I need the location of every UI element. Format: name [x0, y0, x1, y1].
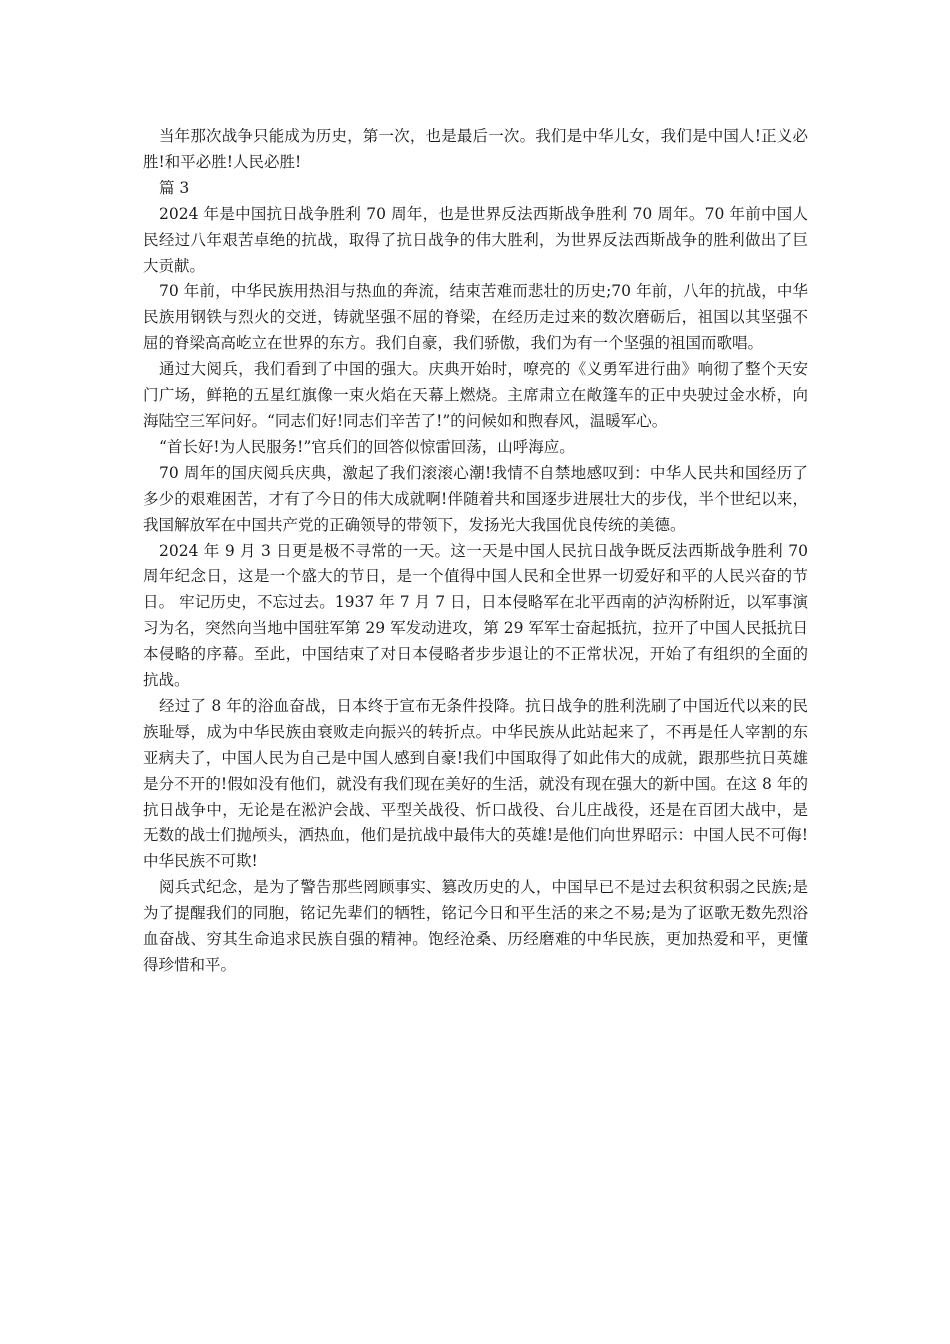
paragraph-70-years-ago: 70 年前，中华民族用热泪与热血的奔流，结束苦难而悲壮的历史;70 年前，八年的抗战，中华民族用钢铁与烈火的交迸，铸就坚强不屈的脊梁，在经历走过来的数次磨砺后，祖国以其坚强不屈的脊梁高高屹立在世界的东方。我们自豪，我们骄傲，我们为有一个坚强的祖国而歌唱。 [143, 282, 808, 353]
paragraph-victory: 经过了 8 年的浴血奋战，日本终于宣布无条件投降。抗日战争的胜利洗刷了中国近代以来的民族耻辱，成为中华民族由衰败走向振兴的转折点。中华民族从此站起来了，不再是任人宰割的东亚病夫了，中国人民为自己是中国人感到自豪!我们中国取得了如此伟大的成就，跟那些抗日英雄是分不开的!假如没有他们，就没有我们现在美好的生活，就没有现在强大的新中国。在这 8 年的抗日战争中，无论是在淞沪会战、平型关战役、忻口战役、台儿庄战役，还是在百团大战中，是无数的战士们抛颅头，洒热血，他们是抗战中最伟大的英雄!是他们向世界昭示：中国人民不可侮!中华民族不可欺! [143, 696, 808, 871]
paragraph-celebration: 70 周年的国庆阅兵庆典，激起了我们滚滚心潮!我情不自禁地感叹到：中华人民共和国经历了多少的艰难困苦，才有了今日的伟大成就啊!伴随着共和国逐步进展壮大的步伐，半个世纪以来，我国解放军在中国共产党的正确领导的带领下，发扬光大我国优良传统的美德。 [143, 463, 808, 534]
section-heading: 篇 3 [159, 178, 190, 197]
paragraph-intro: 2024 年是中国抗日战争胜利 70 周年，也是世界反法西斯战争胜利 70 周年。70 年前中国人民经过八年艰苦卓绝的抗战，取得了抗日战争的伟大胜利，为世界反法西斯战争的胜利做出了巨大贡献。 [143, 204, 808, 275]
document-body [143, 124, 808, 979]
paragraph-september-3: 2024 年 9 月 3 日更是极不寻常的一天。这一天是中国人民抗日战争既反法西斯战争胜利 70 周年纪念日，这是一个盛大的节日，是一个值得中国人民和全世界一切爱好和平的人民兴奋的节日。 牢记历史，不忘过去。1937 年 7 月 7 日，日本侵略军在北平西南的泸沟桥附近，以军事演习为名，突然向当地中国驻军第 29 军发动进攻，第 29 军军士奋起抵抗，拉开了中国人民抵抗日本侵略的序幕。至此，中国结束了对日本侵略者步步退让的不正常状况，开始了有组织的全面的抗战。 [143, 541, 808, 690]
paragraph-reply: “首长好!为人民服务!”官兵们的回答似惊雷回荡，山呼海应。 [159, 437, 575, 456]
paragraph-parade: 通过大阅兵，我们看到了中国的强大。庆典开始时，嘹亮的《义勇军进行曲》响彻了整个天安门广场，鲜艳的五星红旗像一束火焰在天幕上燃烧。主席肃立在敞篷车的正中央驶过金水桥，向海陆空三军问好。“同志们好!同志们辛苦了!”的问候如和煦春风，温暖军心。 [143, 360, 808, 430]
paragraph-ending-previous-essay: 当年那次战争只能成为历史，第一次，也是最后一次。我们是中华儿女，我们是中国人!正义必胜!和平必胜!人民必胜! [143, 127, 808, 171]
paragraph-commemoration: 阅兵式纪念，是为了警告那些罔顾事实、篡改历史的人，中国早已不是过去积贫积弱之民族;是为了提醒我们的同胞，铭记先辈们的牺牲，铭记今日和平生活的来之不易;是为了讴歌无数先烈浴血奋战、穷其生命追求民族自强的精神。饱经沧桑、历经磨难的中华民族，更加热爱和平，更懂得珍惜和平。 [143, 878, 808, 974]
